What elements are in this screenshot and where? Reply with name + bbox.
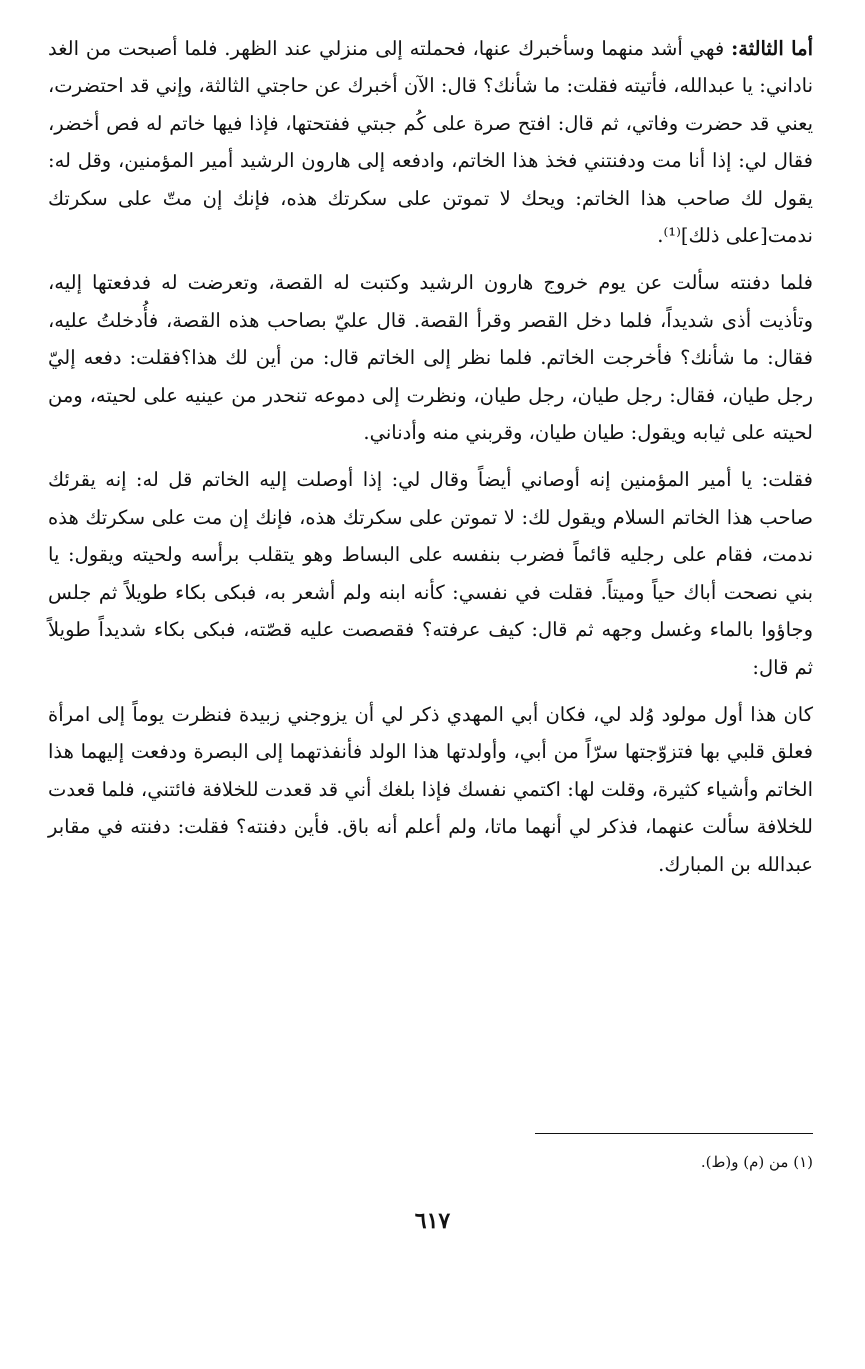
paragraph-1 bbox=[48, 30, 813, 254]
page-number: ٦١٧ bbox=[414, 1208, 451, 1234]
paragraph-text: كان هذا أول مولود وُلد لي، فكان أبي المهدي ذكر لي أن يزوجني زبيدة فنظرت يوماً إلى امرأة فعلق قلبي بها فتزوّجتها سرّاً من أبي، وأولدتها هذا الولد فأنفذتهما إلى البصرة ودفعت إليهما هذا الخاتم وأشياء كثيرة، وقلت لها: اكتمي نفسك فإذا بلغك أني قد قعدت للخلافة فائتني، فلما قعدت للخلافة سألت عنهما، فذكر لي أنهما ماتا، ولم أعلم أنه باق. فأين دفنته؟ فقلت: دفنته في مقابر عبدالله بن المبارك. bbox=[48, 702, 813, 876]
paragraph-4 bbox=[48, 696, 813, 883]
paragraph-lead: أما الثالثة: bbox=[731, 37, 813, 60]
paragraph-text: فقلت: يا أمير المؤمنين إنه أوصاني أيضاً وقال لي: إذا أوصلت إليه الخاتم قل له: إنه يقرئك صاحب هذا الخاتم السلام ويقول لك: لا تموتن على سكرتك هذه، فإنك إن مت على سكرتك هذه ندمت، فقام على رجليه قائماً فضرب بنفسه على البساط وهو يتقلب برأسه ولحيته ويقول: يا بني نصحت أباك حياً وميتاً. فقلت في نفسي: كأنه ابنه ولم أشعر به، فبكى بكاء طويلاً ثم جلس وجاؤوا بالماء وغسل وجهه ثم قال: كيف عرفته؟ فقصصت عليه قصّته، فبكى بكاء شديداً طويلاً ثم قال: bbox=[48, 468, 813, 679]
footnote: (١) من (م) و(ط). bbox=[700, 1153, 813, 1171]
paragraph-2 bbox=[48, 264, 813, 451]
paragraph-text: فهي أشد منهما وسأخبرك عنها، فحملته إلى منزلي عند الظهر. فلما أصبحت من الغد ناداني: يا عبدالله، فأتيته فقلت: ما شأنك؟ قال: الآن أخبرك عن حاجتي الثالثة، وإني قد احتضرت، يعني قد حضرت وفاتي، ثم قال: افتح صرة على كُم جبتي ففتحتها، فإذا فيها خاتم له فص أخضر، فقال لي: إذا أنا مت ودفنتني فخذ هذا الخاتم، وادفعه إلى هارون الرشيد أمير المؤمنين، وقل له: يقول لك صاحب هذا الخاتم: ويحك لا تموتن على سكرتك هذه، فإنك إن متّ على سكرتك ندمت[على ذلك]⁽¹⁾. bbox=[48, 37, 813, 248]
main-text bbox=[48, 30, 813, 883]
footnote-divider bbox=[535, 1133, 813, 1134]
paragraph-text: فلما دفنته سألت عن يوم خروج هارون الرشيد وكتبت له القصة، وتعرضت له فدفعتها إليه، وتأذيت أذى شديداً، فلما دخل القصر وقرأ القصة. قال عليّ بصاحب هذه القصة، فأُدخلتُ عليه، فقال: ما شأنك؟ فأخرجت الخاتم. فلما نظر إلى الخاتم قال: من أين لك هذا؟فقلت: دفعه إليّ رجل طيان، فقال: رجل طيان، رجل طيان، ونظرت إلى دموعه تنحدر من عينيه على لحيته، ومن لحيته على ثيابه ويقول: طيان طيان، وقربني منه وأدناني. bbox=[48, 271, 813, 445]
paragraph-3 bbox=[48, 461, 813, 685]
